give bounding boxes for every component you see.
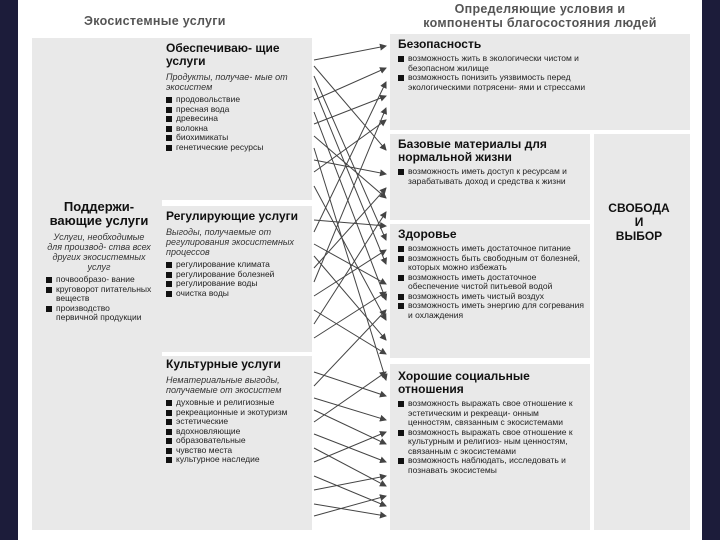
regulating-services-title: Регулирующие услуги [166,209,299,223]
cultural-services-box [152,356,312,530]
arrow [314,186,386,320]
supporting-services-subtitle: Услуги, необходимые для производ- ства всех других экосистемных услуг [47,232,151,272]
arrow [314,148,386,380]
arrow [314,292,386,338]
regulating-services-subtitle: Выгоды, получаемые от регулирования экосистемных процессов [166,227,295,257]
arrow [314,432,386,462]
arrow [314,188,386,268]
supporting-services-title: Поддержи- вающие услуги [49,199,149,228]
basic-materials-box [390,134,590,220]
arrow [314,310,386,354]
list-item: духовные и религиозные [166,398,306,408]
arrow [314,372,386,422]
arrow [314,220,386,226]
arrow [314,108,386,282]
list-item: возможность быть свободным от болезней, которых можно избежать [398,254,586,273]
arrow [314,96,386,124]
list-item: очистка воды [166,289,306,299]
list-item: регулирование климата [166,260,306,270]
arrow [314,68,386,100]
list-item: генетические ресурсы [166,143,306,153]
arrow [314,212,386,324]
slide [18,0,702,540]
freedom-line3: ВЫБОР [615,229,663,243]
list-item: возможность выражать свое отношение к эстетическим и рекреаци- онным ценностям, связанным с экосистемами [398,399,584,428]
arrow [314,112,386,300]
list-item: чувство места [166,446,306,456]
supporting-services-list [46,275,152,323]
arrow [314,310,386,386]
arrow [314,82,386,232]
list-item: вдохновляющие [166,427,306,437]
cultural-services-subtitle: Нематериальные выгоды, получаемые от экосистем [166,375,282,395]
health-box [390,224,590,358]
arrow [314,256,386,340]
header-wellbeing-line1: Определяющие условия и [454,2,626,16]
header-wellbeing-line2: компоненты благосостояния людей [423,16,657,30]
header-wellbeing [390,2,690,30]
list-item: древесина [166,114,306,124]
arrow [314,410,386,444]
supporting-services-box [32,38,162,530]
list-item: биохимикаты [166,133,306,143]
arrow [314,46,386,60]
arrow [314,496,386,516]
list-item: возможность иметь чистый воздух [398,292,586,302]
list-item: культурное наследие [166,455,306,465]
security-box [390,34,690,130]
arrow [314,448,386,486]
arrow [314,250,386,296]
provisioning-services-title: Обеспечиваю- щие услуги [166,41,280,68]
arrow [314,136,386,198]
list-item: регулирование болезней [166,270,306,280]
list-item: возможность выражать свое отношение к культурным и религиоз- ным ценностям, связанным с экосистемами [398,428,584,457]
list-item: пресная вода [166,105,306,115]
basic-materials-title: Базовые материалы для нормальной жизни [398,137,547,164]
security-list [398,54,608,92]
list-item: возможность жить в экологически чистом и безопасном жилище [398,54,608,73]
basic-materials-list [398,167,584,186]
arrow [314,244,386,284]
freedom-line1: СВОБОДА [608,201,670,215]
social-relations-box [390,364,590,530]
social-relations-list [398,399,584,475]
regulating-services-box [152,206,312,352]
arrow [314,434,386,462]
freedom-column [594,134,690,530]
header-ecosystem-services: Экосистемные услуги [84,14,226,28]
health-list [398,244,586,320]
social-relations-title: Хорошие социальные отношения [398,369,530,396]
arrow [314,76,386,240]
arrow [314,372,386,396]
list-item: круговорот питательных веществ [46,285,152,304]
list-item: эстетические [166,417,306,427]
list-item: возможность иметь достаточное питание [398,244,586,254]
list-item: волокна [166,124,306,134]
list-item: возможность иметь достаточное обеспечение чистой питьевой водой [398,273,586,292]
provisioning-services-list [166,95,306,152]
list-item: производство первичной продукции [46,304,152,323]
arrow [314,476,386,506]
arrow [314,66,386,150]
arrow [314,504,386,516]
security-title: Безопасность [398,37,482,51]
freedom-line2: И [634,215,644,229]
arrow [314,120,386,172]
list-item: возможность иметь энергию для согревания и охлаждения [398,301,586,320]
provisioning-services-subtitle: Продукты, получае- мые от экосистем [166,72,288,92]
freedom-and-choice [584,201,694,243]
arrow [314,160,386,174]
arrow [314,476,386,490]
arrow [314,88,386,264]
arrow [314,398,386,420]
regulating-services-list [166,260,306,298]
list-item: образовательные [166,436,306,446]
cultural-services-list [166,398,306,465]
cultural-services-title: Культурные услуги [166,357,281,371]
list-item: почвообразо- вание [46,275,152,285]
list-item: регулирование воды [166,279,306,289]
list-item: рекреационные и экотуризм [166,408,306,418]
list-item: продовольствие [166,95,306,105]
health-title: Здоровье [398,227,457,241]
list-item: возможность наблюдать, исследовать и познавать экосистемы [398,456,584,475]
provisioning-services-box [152,38,312,200]
list-item: возможность понизить уязвимость перед экологическими потрясени- ями и стрессами [398,73,608,92]
list-item: возможность иметь доступ к ресурсам и зарабатывать доход и средства к жизни [398,167,584,186]
